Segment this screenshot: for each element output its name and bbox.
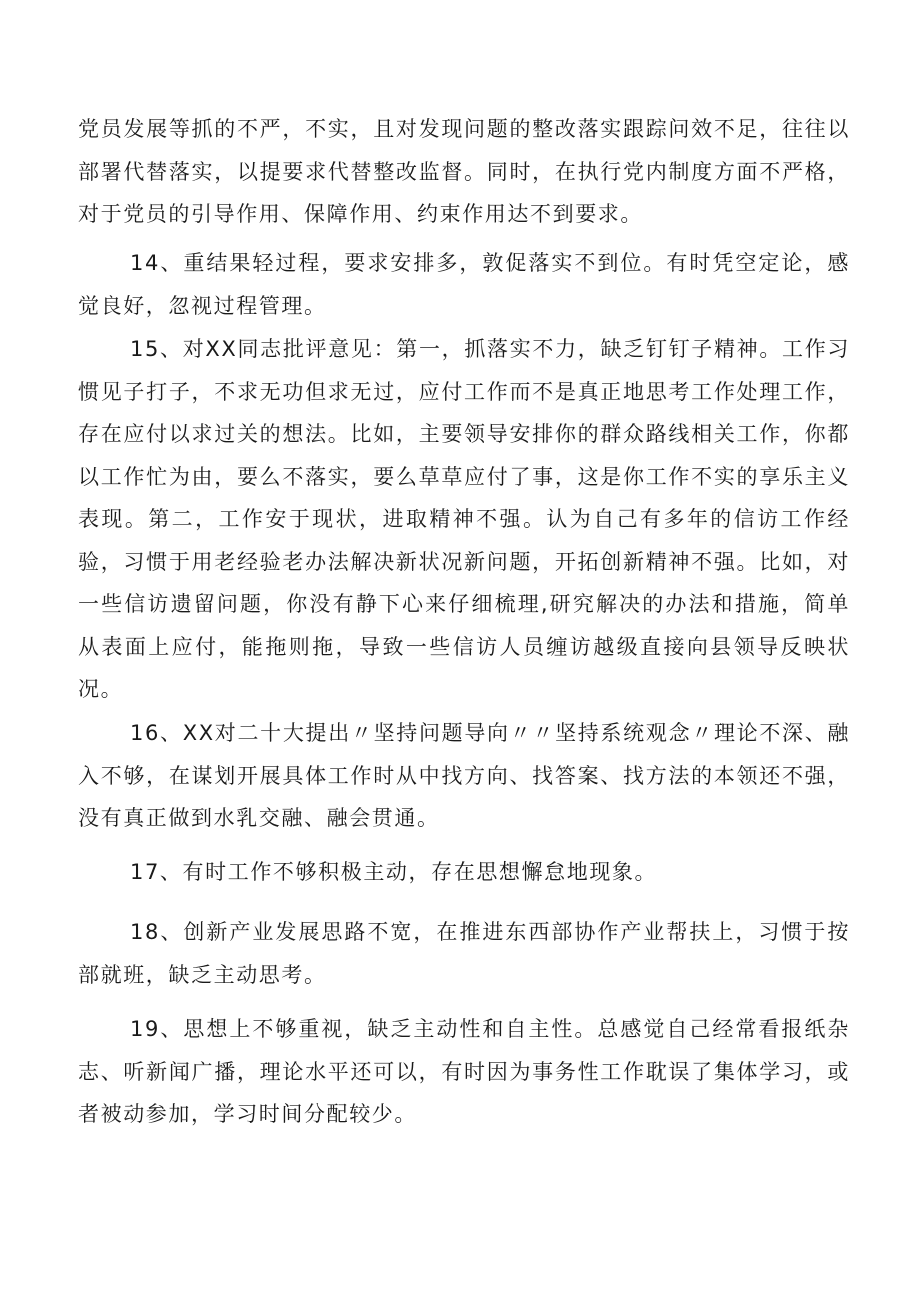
paragraph-item-19: 19、思想上不够重视，缺乏主动性和自主性。总感觉自己经常看报纸杂志、听新闻广播，理论水平还可以，有时因为事务性工作耽误了集体学习，或者被动参加，学习时间分配较少。 [78,1017,850,1126]
paragraph-item-14: 14、重结果轻过程，要求安排多，敦促落实不到位。有时凭空定论，感觉良好，忽视过程管理。 [78,251,850,318]
paragraph-item-18: 18、创新产业发展思路不宽，在推进东西部协作产业帮扶上，习惯于按部就班，缺乏主动思考。 [78,920,850,987]
paragraph-item-15: 15、对XX同志批评意见：第一，抓落实不力，缺乏钉钉子精神。工作习惯见子打子，不求无功但求无过，应付工作而不是真正地思考工作处理工作，存在应付以求过关的想法。比如，主要领导安排你的群众路线相关工作，你都以工作忙为由，要么不落实，要么草草应付了事，这是你工作不实的享乐主义表现。第二，工作安于现状，进取精神不强。认为自己有多年的信访工作经验，习惯于用老经验老办法解决新状况新问题，开拓创新精神不强。比如，对一些信访遗留问题，你没有静下心来仔细梳理,研究解决的办法和措施，简单从表面上应付，能拖则拖，导致一些信访人员缠访越级直接向县领导反映状况。 [78,337,850,701]
paragraph-item-17: 17、有时工作不够积极主动，存在思想懈怠地现象。 [130,860,658,884]
paragraph-item-16: 16、XX对二十大提出〃坚持问题导向〃〃坚持系统观念〃理论不深、融入不够，在谋划开展具体工作时从中找方向、找答案、找方法的本领还不强，没有真正做到水乳交融、融会贯通。 [78,721,850,830]
paragraph-continuation: 党员发展等抓的不严，不实，且对发现问题的整改落实跟踪问效不足，往往以部署代替落实，以提要求代替整改监督。同时，在执行党内制度方面不严格，对于党员的引导作用、保障作用、约束作用达不到要求。 [78,117,850,226]
